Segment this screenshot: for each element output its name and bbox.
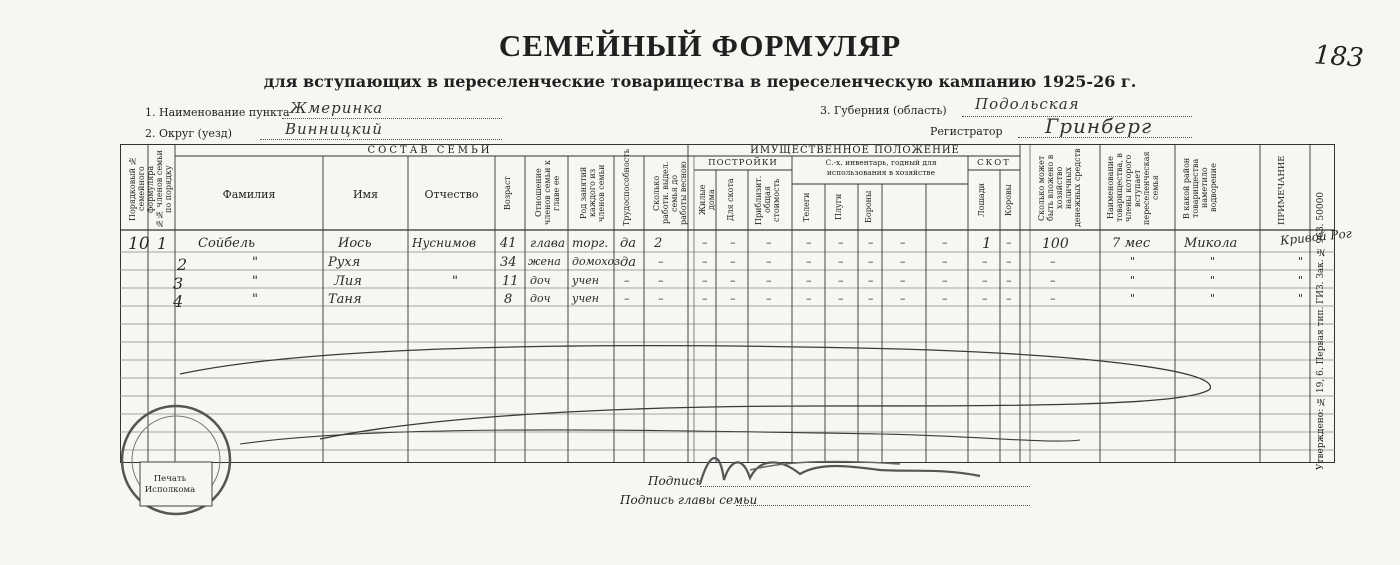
cart-header: Телеги	[802, 192, 811, 222]
patronymic-header: Отчество	[424, 188, 479, 201]
occupation-cell: учен	[572, 292, 599, 305]
member-number-header: №№ членов семьи по порядку	[155, 150, 173, 228]
member-number-cell: 3	[173, 274, 184, 293]
point-value: Жмеринка	[290, 99, 384, 117]
name-cell: Лия	[334, 274, 362, 289]
signature-label: Подпись	[648, 474, 703, 488]
age-header: Возраст	[503, 176, 512, 210]
age-cell: 41	[500, 236, 517, 251]
partnership-cell: 7 мес	[1112, 236, 1151, 251]
signature-scribble	[690, 440, 1020, 500]
house-header: Жилые дома	[698, 184, 716, 216]
patronymic-cell: "	[452, 274, 458, 289]
age-cell: 8	[504, 292, 513, 307]
district-label: 2. Округ (уезд)	[145, 127, 232, 140]
member-number-cell: 1	[157, 234, 168, 253]
workers-cell: 2	[654, 236, 663, 251]
document-title: СЕМЕЙНЫЙ ФОРМУЛЯР	[498, 28, 902, 63]
age-cell: 34	[500, 255, 517, 270]
able-header: Трудоспособность	[622, 148, 631, 226]
family-table: СОСТАВ СЕМЬИ ИМУЩЕСТВЕННОЕ ПОЛОЖЕНИЕ ПОСТРОЙКИ С.-х. инвентарь, годный для использования в хозяйстве СКОТ Фамилия Имя Отчество Порядковый № семейного формуляра №№ членов семьи по порядку Возраст Отношение членов семьи к главе ее Род занятий каждого из членов семьи Трудоспособность Сколько работн. выдел. семья до работы весною Жилые дома Для скота Приблизит. общая стоимость Телеги Плуги Бороны Лошади Коровы Сколько может быть вложено в хозяйство наличных денежных средств Наименование товарищества, в члены которого вступает переселенческая семья В какой район товарищества наметило водворение ПРИМЕЧАНИЕ 10 1 Сойбель Иось Нуснимов 41 глава торг. да 2 1 100 7 мес Микола Кривой Рог 2 " Рухя 34 жена домохоз да 3 " Лия " 11 доч учен 4 " Таня 8 доч учен – – – – – – – – – – – – – – – – – – – – – " " " – – – – – – – – – – – – – " " " – – – – – – – – – – – – – " " "	[120, 144, 1335, 464]
horses-header: Лошади	[977, 183, 986, 217]
name-cell: Иось	[338, 236, 372, 251]
relation-header: Отношение членов семьи к главе ее	[534, 160, 561, 226]
approx-value-header: Приблизит. общая стоимость	[754, 175, 781, 225]
horses-cell: 1	[982, 234, 992, 252]
member-number-cell: 4	[173, 292, 184, 311]
age-cell: 11	[502, 274, 519, 289]
partnership-header: Наименование товарищества, в члены которого вступает переселенческая семья	[1106, 151, 1160, 225]
property-status-header: ИМУЩЕСТВЕННОЕ ПОЛОЖЕНИЕ	[750, 145, 960, 156]
name-cell: Рухя	[328, 255, 361, 270]
cows-header: Коровы	[1004, 184, 1013, 216]
money-header: Сколько может быть вложено в хозяйство наличных денежных средств	[1037, 148, 1082, 228]
cross-out-flourish	[120, 144, 1335, 464]
region-cell: Микола	[1184, 236, 1238, 251]
stamp-label	[140, 474, 200, 496]
archive-number: 183	[1313, 40, 1365, 74]
relation-cell: жена	[528, 255, 561, 268]
occupation-cell: домохоз	[572, 255, 621, 268]
member-number-cell: 2	[177, 255, 188, 274]
occupation-header: Род занятий каждого из членов семьи	[579, 164, 606, 222]
registrar-label: Регистратор	[930, 125, 1003, 138]
notes-cell: Кривой Рог	[1279, 226, 1353, 248]
inventory-header: С.-х. инвентарь, годный для использования в хозяйстве	[825, 158, 937, 177]
surname-cell: "	[252, 255, 258, 270]
surname-cell: "	[252, 274, 258, 289]
row-number-cell: 10	[128, 234, 150, 254]
province-value: Подольская	[975, 95, 1080, 113]
buildings-header: ПОСТРОЙКИ	[708, 158, 778, 168]
relation-cell: глава	[530, 236, 565, 250]
name-header: Имя	[352, 188, 379, 201]
stamp-label-line-2: Исполкома	[144, 485, 196, 495]
plough-header: Плуги	[834, 193, 843, 221]
stamp-label-line-1: Печать	[153, 474, 187, 484]
relation-cell: доч	[530, 274, 551, 287]
district-line	[260, 139, 502, 140]
notes-header: ПРИМЕЧАНИЕ	[1277, 155, 1287, 225]
print-note: Утверждено: № 19, 6. Первая тип. ГИЗ. Зак. № 963. 50000	[1316, 191, 1326, 470]
district-value: Винницкий	[285, 120, 383, 138]
livestock-header: СКОТ	[977, 158, 1011, 168]
name-cell: Таня	[328, 292, 362, 307]
occupation-cell: торг.	[572, 236, 609, 250]
surname-header: Фамилия	[222, 188, 276, 201]
row-number-header: Порядковый № семейного формуляра	[128, 156, 155, 222]
point-label: 1. Наименование пункта	[145, 106, 290, 119]
registrar-value: Гринберг	[1045, 114, 1153, 138]
family-composition-header: СОСТАВ СЕМЬИ	[367, 145, 493, 156]
patronymic-cell: Нуснимов	[412, 236, 476, 250]
relation-cell: доч	[530, 292, 551, 305]
surname-cell: Сойбель	[198, 236, 256, 251]
money-cell: 100	[1042, 236, 1069, 252]
surname-cell: "	[252, 292, 258, 307]
able-cell: да	[620, 236, 636, 251]
workers-header: Сколько работн. выдел. семья до работы весною	[652, 161, 688, 225]
region-header: В какой район товарищества наметило водворение	[1182, 157, 1218, 219]
occupation-cell: учен	[572, 274, 599, 287]
document-subtitle: для вступающих в переселенческие товарищества в переселенческую кампанию 1925-26 г.	[263, 72, 1137, 91]
barns-header: Для скота	[726, 178, 735, 222]
able-cell: да	[620, 255, 636, 270]
head-signature-line	[736, 505, 1030, 506]
head-signature-label: Подпись главы семьи	[620, 493, 758, 507]
seal-stamp	[116, 400, 236, 520]
province-label: 3. Губерния (область)	[820, 104, 947, 117]
point-line	[282, 118, 502, 119]
harrow-header: Бороны	[864, 190, 873, 224]
